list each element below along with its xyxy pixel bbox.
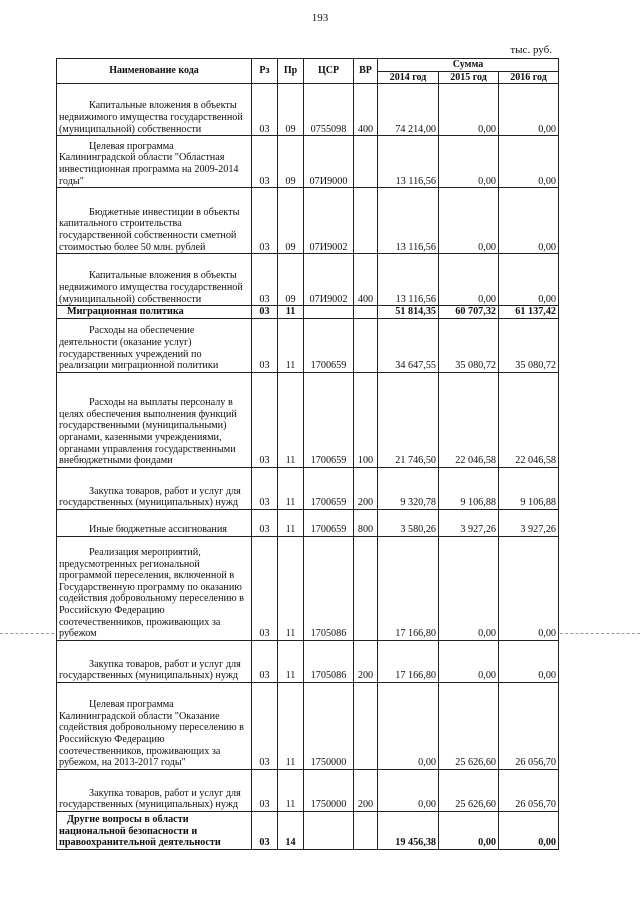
table-row: Реализация мероприятий, предусмотренных региональной программой переселения, включенной в Государственную программу по оказанию содействия добровольному переселению в Российскую Федерацию соотечественников, проживающих за рубежом 03 11 1705086 17 166,80 0,00 0,00 (57, 536, 559, 640)
table-row: Целевая программа Калининградской области "Областная инвестиционная программа на 2009-2014 годы" 03 09 07И9000 13 116,56 0,00 0,00 (57, 136, 559, 188)
table-row: Расходы на обеспечение деятельности (оказание услуг) государственных учреждений по реализации миграционной политики 03 11 1700659 34 647,55 35 080,72 35 080,72 (57, 318, 559, 372)
unit-label: тыс. руб. (510, 44, 552, 56)
table-row-section: Другие вопросы в области национальной безопасности и правоохранительной деятельности 03 14 19 456,38 0,00 0,00 (57, 811, 559, 849)
table-row: Иные бюджетные ассигнования 03 11 1700659 800 3 580,26 3 927,26 3 927,26 (57, 509, 559, 536)
header-sum: Сумма (378, 59, 559, 72)
header-2015: 2015 год (439, 71, 499, 84)
table-row: Закупка товаров, работ и услуг для государственных (муниципальных) нужд 03 11 1700659 200 9 320,78 9 106,88 9 106,88 (57, 467, 559, 509)
header-pr: Пр (278, 59, 304, 84)
header-rz: Рз (252, 59, 278, 84)
table-row: Расходы на выплаты персоналу в целях обеспечения выполнения функций государственными (муниципальными) органами, казенными учреждениями, органами управления государственными внебюджетными фондами 03 11 1700659 100 21 746,50 22 046,58 22 046,58 (57, 372, 559, 467)
table-row: Закупка товаров, работ и услуг для государственных (муниципальных) нужд 03 11 1705086 200 17 166,80 0,00 0,00 (57, 640, 559, 682)
scan-fold-mark-right (560, 633, 640, 634)
table-row: Капитальные вложения в объекты недвижимого имущества государственной (муниципальной) собственности 03 09 0755098 400 74 214,00 0,00 0,00 (57, 84, 559, 136)
header-name: Наименование кода (57, 59, 252, 84)
page-number: 193 (311, 12, 329, 24)
table-row-section: Миграционная политика 03 11 51 814,35 60 707,32 61 137,42 (57, 306, 559, 319)
table-row: Капитальные вложения в объекты недвижимого имущества государственной (муниципальной) собственности 03 09 07И9002 400 13 116,56 0,00 0,00 (57, 254, 559, 306)
header-csr: ЦСР (304, 59, 354, 84)
header-2016: 2016 год (499, 71, 559, 84)
budget-table (56, 58, 559, 850)
header-2014: 2014 год (378, 71, 439, 84)
scan-fold-mark-left (0, 633, 54, 634)
table-row: Бюджетные инвестиции в объекты капитального строительства государственной собственности сметной стоимостью более 50 млн. рублей 03 09 07И9002 13 116,56 0,00 0,00 (57, 188, 559, 254)
table-row: Целевая программа Калининградской области "Оказание содействия добровольному переселению в Российскую Федерацию соотечественников, проживающих за рубежом, на 2013-2017 годы" 03 11 1750000 0,00 25 626,60 26 056,70 (57, 682, 559, 769)
header-vr: ВР (354, 59, 378, 84)
table-row: Закупка товаров, работ и услуг для государственных (муниципальных) нужд 03 11 1750000 200 0,00 25 626,60 26 056,70 (57, 769, 559, 811)
